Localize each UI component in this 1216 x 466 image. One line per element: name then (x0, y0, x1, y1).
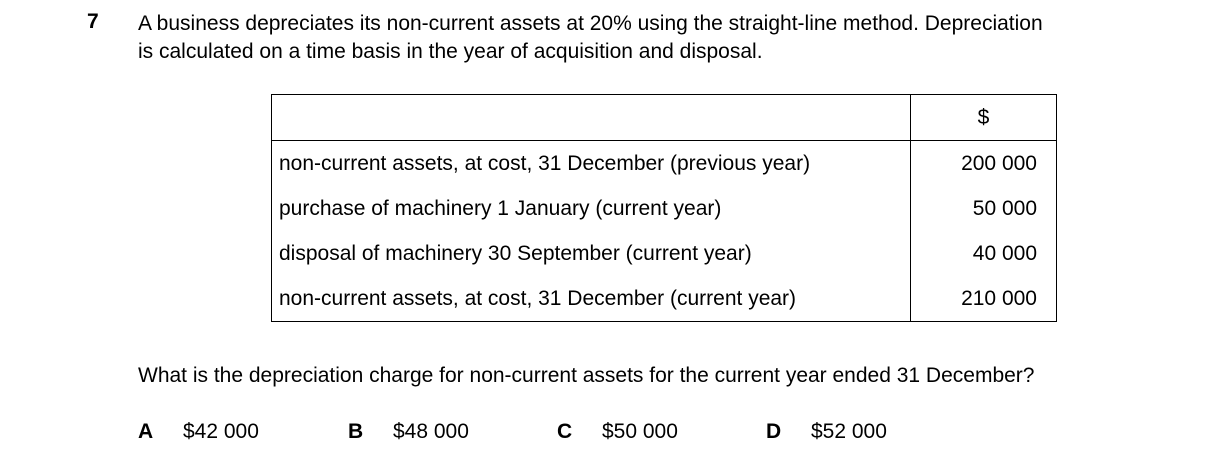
table-row-label: disposal of machinery 30 September (current year) (272, 231, 911, 276)
table-header-currency: $ (911, 95, 1057, 141)
asset-table (271, 94, 1057, 322)
question-prompt: What is the depreciation charge for non-current assets for the current year ended 31 December? (138, 364, 1035, 387)
table-row-value: 50 000 (911, 186, 1057, 231)
table-row-label: purchase of machinery 1 January (current year) (272, 186, 911, 231)
option-letter: D (766, 420, 782, 443)
option-amount: $50 000 (602, 420, 678, 443)
table-row (272, 186, 1057, 231)
table-row (272, 231, 1057, 276)
question-text-line-2: is calculated on a time basis in the year of acquisition and disposal. (138, 40, 763, 63)
option-letter: A (138, 420, 154, 443)
option-amount: $52 000 (811, 420, 887, 443)
table-row-value: 210 000 (911, 276, 1057, 322)
table-header-row (272, 95, 1057, 141)
table-row (272, 141, 1057, 187)
table-row-label: non-current assets, at cost, 31 December (previous year) (272, 141, 911, 187)
table-row (272, 276, 1057, 322)
option-c[interactable] (557, 420, 678, 444)
question-number: 7 (87, 10, 99, 33)
table-row-label: non-current assets, at cost, 31 December (current year) (272, 276, 911, 322)
option-amount: $42 000 (183, 420, 259, 443)
option-d[interactable] (766, 420, 887, 444)
option-a[interactable] (138, 420, 259, 444)
table-row-value: 200 000 (911, 141, 1057, 187)
option-letter: C (557, 420, 573, 443)
option-amount: $48 000 (393, 420, 469, 443)
table-row-value: 40 000 (911, 231, 1057, 276)
option-b[interactable] (348, 420, 469, 444)
question-text-line-1: A business depreciates its non-current assets at 20% using the straight-line method. Depreciation (138, 12, 1043, 35)
option-letter: B (348, 420, 364, 443)
question-text (138, 10, 1178, 66)
table-header-label-cell (272, 95, 911, 141)
